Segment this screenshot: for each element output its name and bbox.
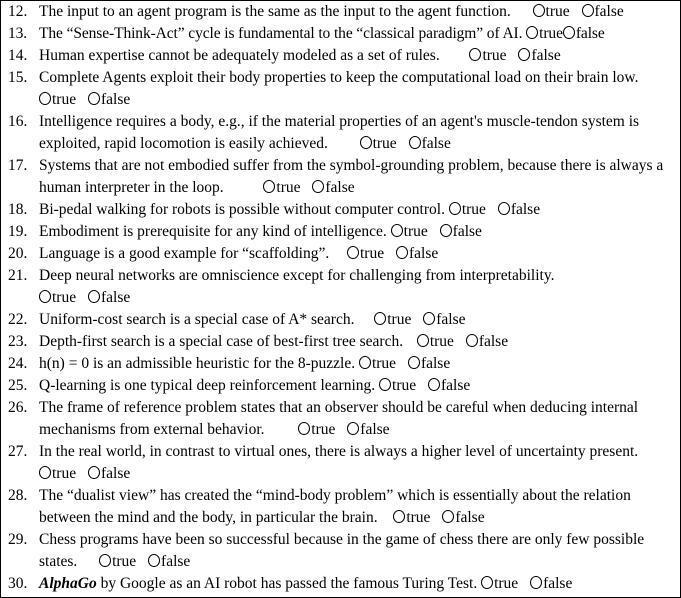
radio-circle-icon[interactable] bbox=[408, 356, 420, 369]
option-true[interactable]: true bbox=[347, 245, 384, 262]
question-text: Deep neural networks are omniscience except for challenging from interpretability. bbox=[39, 267, 555, 284]
option-false[interactable]: false bbox=[88, 465, 130, 482]
question-28 bbox=[1, 485, 680, 529]
radio-circle-icon[interactable] bbox=[396, 246, 408, 259]
question-number: 26. bbox=[8, 399, 28, 416]
question-30 bbox=[1, 573, 680, 595]
question-19 bbox=[1, 221, 680, 243]
radio-circle-icon[interactable] bbox=[533, 4, 545, 17]
question-text: h(n) = 0 is an admissible heuristic for the 8-puzzle. bbox=[39, 355, 356, 372]
option-true[interactable]: true bbox=[526, 25, 563, 42]
question-number: 16. bbox=[8, 113, 28, 130]
radio-circle-icon[interactable] bbox=[88, 290, 100, 303]
question-number: 22. bbox=[8, 311, 28, 328]
radio-circle-icon[interactable] bbox=[563, 26, 575, 39]
question-16 bbox=[1, 111, 680, 155]
option-true[interactable]: true bbox=[39, 289, 76, 306]
option-false[interactable]: false bbox=[442, 509, 484, 526]
radio-circle-icon[interactable] bbox=[393, 510, 405, 523]
question-number: 28. bbox=[8, 487, 28, 504]
radio-circle-icon[interactable] bbox=[481, 576, 493, 589]
question-number: 14. bbox=[8, 47, 28, 64]
option-false[interactable]: false bbox=[466, 333, 508, 350]
option-true[interactable]: true bbox=[379, 377, 416, 394]
question-number: 15. bbox=[8, 69, 28, 86]
radio-circle-icon[interactable] bbox=[469, 48, 481, 61]
question-text: Human expertise cannot be adequately modeled as a set of rules. bbox=[39, 47, 440, 64]
option-false[interactable]: false bbox=[563, 25, 605, 42]
question-number: 24. bbox=[8, 355, 28, 372]
question-number: 29. bbox=[8, 531, 28, 548]
question-text: In the real world, in contrast to virtual ones, there is always a higher level of uncertainty present. bbox=[39, 443, 639, 460]
question-text: The input to an agent program is the same as the input to the agent function. bbox=[39, 3, 511, 20]
question-list bbox=[1, 1, 680, 595]
question-number: 20. bbox=[8, 245, 28, 262]
radio-circle-icon[interactable] bbox=[39, 290, 51, 303]
question-27 bbox=[1, 441, 680, 485]
option-true[interactable]: true bbox=[533, 3, 570, 20]
question-17 bbox=[1, 155, 680, 199]
radio-circle-icon[interactable] bbox=[428, 378, 440, 391]
question-text: Language is a good example for “scaffolding”. bbox=[39, 245, 330, 262]
radio-circle-icon[interactable] bbox=[442, 510, 454, 523]
radio-circle-icon[interactable] bbox=[518, 48, 530, 61]
question-number: 17. bbox=[8, 157, 28, 174]
radio-circle-icon[interactable] bbox=[88, 92, 100, 105]
question-22 bbox=[1, 309, 680, 331]
question-text: Embodiment is prerequisite for any kind of intelligence. bbox=[39, 223, 387, 240]
option-true[interactable]: true bbox=[469, 47, 506, 64]
option-true[interactable]: true bbox=[39, 465, 76, 482]
radio-circle-icon[interactable] bbox=[88, 466, 100, 479]
radio-circle-icon[interactable] bbox=[298, 422, 310, 435]
radio-circle-icon[interactable] bbox=[347, 246, 359, 259]
question-20 bbox=[1, 243, 680, 265]
option-true[interactable]: true bbox=[360, 135, 397, 152]
radio-circle-icon[interactable] bbox=[530, 576, 542, 589]
radio-circle-icon[interactable] bbox=[359, 356, 371, 369]
option-false[interactable]: false bbox=[440, 223, 482, 240]
question-text: The “dualist view” has created the “mind-body problem” which is essentially about the relation between the mind and the body, in particular the brain. bbox=[39, 487, 631, 526]
option-false[interactable]: false bbox=[148, 553, 190, 570]
question-text: Chess programs have been so successful because in the game of chess there are only few possible states. bbox=[39, 531, 645, 570]
option-true[interactable]: true bbox=[481, 575, 518, 592]
question-number: 19. bbox=[8, 223, 28, 240]
question-number: 25. bbox=[8, 377, 28, 394]
question-text: Intelligence requires a body, e.g., if the material properties of an agent's muscle-tendon system is exploited, rapid locomotion is easily achieved. bbox=[39, 113, 640, 152]
option-true[interactable]: true bbox=[263, 179, 300, 196]
radio-circle-icon[interactable] bbox=[347, 422, 359, 435]
question-text: Bi-pedal walking for robots is possible without computer control. bbox=[39, 201, 445, 218]
radio-circle-icon[interactable] bbox=[526, 26, 538, 39]
option-false[interactable]: false bbox=[88, 91, 130, 108]
radio-circle-icon[interactable] bbox=[39, 92, 51, 105]
option-false[interactable]: false bbox=[312, 179, 354, 196]
radio-circle-icon[interactable] bbox=[498, 202, 510, 215]
option-false[interactable]: false bbox=[396, 245, 438, 262]
radio-circle-icon[interactable] bbox=[148, 554, 160, 567]
option-false[interactable]: false bbox=[409, 135, 451, 152]
question-13 bbox=[1, 23, 680, 45]
radio-circle-icon[interactable] bbox=[391, 224, 403, 237]
option-true[interactable]: true bbox=[39, 91, 76, 108]
question-text: Q-learning is one typical deep reinforcement learning. bbox=[39, 377, 376, 394]
question-number: 21. bbox=[8, 267, 28, 284]
option-false[interactable]: false bbox=[530, 575, 572, 592]
radio-circle-icon[interactable] bbox=[263, 180, 275, 193]
radio-circle-icon[interactable] bbox=[423, 312, 435, 325]
question-14 bbox=[1, 45, 680, 67]
radio-circle-icon[interactable] bbox=[417, 334, 429, 347]
option-false[interactable]: false bbox=[582, 3, 624, 20]
option-false[interactable]: false bbox=[88, 289, 130, 306]
radio-circle-icon[interactable] bbox=[360, 136, 372, 149]
question-text-emphasis: AlphaGo bbox=[39, 575, 97, 592]
option-true[interactable]: true bbox=[359, 355, 396, 372]
option-true[interactable]: true bbox=[99, 553, 136, 570]
question-25 bbox=[1, 375, 680, 397]
option-true[interactable]: true bbox=[417, 333, 454, 350]
option-false[interactable]: false bbox=[408, 355, 450, 372]
question-number: 27. bbox=[8, 443, 28, 460]
question-12 bbox=[1, 1, 680, 23]
question-24 bbox=[1, 353, 680, 375]
option-false[interactable]: false bbox=[423, 311, 465, 328]
option-true[interactable]: true bbox=[391, 223, 428, 240]
option-false[interactable]: false bbox=[498, 201, 540, 218]
option-true[interactable]: true bbox=[298, 421, 335, 438]
question-text: Depth-first search is a special case of best-first tree search. bbox=[39, 333, 404, 350]
radio-circle-icon[interactable] bbox=[374, 312, 386, 325]
question-number: 23. bbox=[8, 333, 28, 350]
question-text: Uniform-cost search is a special case of A* search. bbox=[39, 311, 355, 328]
question-number: 18. bbox=[8, 201, 28, 218]
radio-circle-icon[interactable] bbox=[449, 202, 461, 215]
question-text: by Google as an AI robot has passed the famous Turing Test. bbox=[96, 575, 478, 592]
question-21 bbox=[1, 265, 680, 309]
question-text: Systems that are not embodied suffer from the symbol-grounding problem, because there is always a human interpreter in the loop. bbox=[39, 157, 664, 196]
question-number: 12. bbox=[8, 3, 28, 20]
radio-circle-icon[interactable] bbox=[312, 180, 324, 193]
question-15 bbox=[1, 67, 680, 111]
question-number: 13. bbox=[8, 25, 28, 42]
option-false[interactable]: false bbox=[518, 47, 560, 64]
radio-circle-icon[interactable] bbox=[440, 224, 452, 237]
radio-circle-icon[interactable] bbox=[466, 334, 478, 347]
option-true[interactable]: true bbox=[374, 311, 411, 328]
radio-circle-icon[interactable] bbox=[379, 378, 391, 391]
option-false[interactable]: false bbox=[347, 421, 389, 438]
question-23 bbox=[1, 331, 680, 353]
question-text: Complete Agents exploit their body properties to keep the computational load on their brain low. bbox=[39, 69, 639, 86]
option-false[interactable]: false bbox=[428, 377, 470, 394]
radio-circle-icon[interactable] bbox=[582, 4, 594, 17]
question-text: The “Sense-Think-Act” cycle is fundamental to the “classical paradigm” of AI. bbox=[39, 25, 523, 42]
radio-circle-icon[interactable] bbox=[99, 554, 111, 567]
radio-circle-icon[interactable] bbox=[409, 136, 421, 149]
radio-circle-icon[interactable] bbox=[39, 466, 51, 479]
question-26 bbox=[1, 397, 680, 441]
question-number: 30. bbox=[8, 575, 28, 592]
question-text: The frame of reference problem states that an observer should be careful when deducing internal mechanisms from external behavior. bbox=[39, 399, 639, 438]
option-true[interactable]: true bbox=[449, 201, 486, 218]
option-true[interactable]: true bbox=[393, 509, 430, 526]
question-18 bbox=[1, 199, 680, 221]
question-29 bbox=[1, 529, 680, 573]
